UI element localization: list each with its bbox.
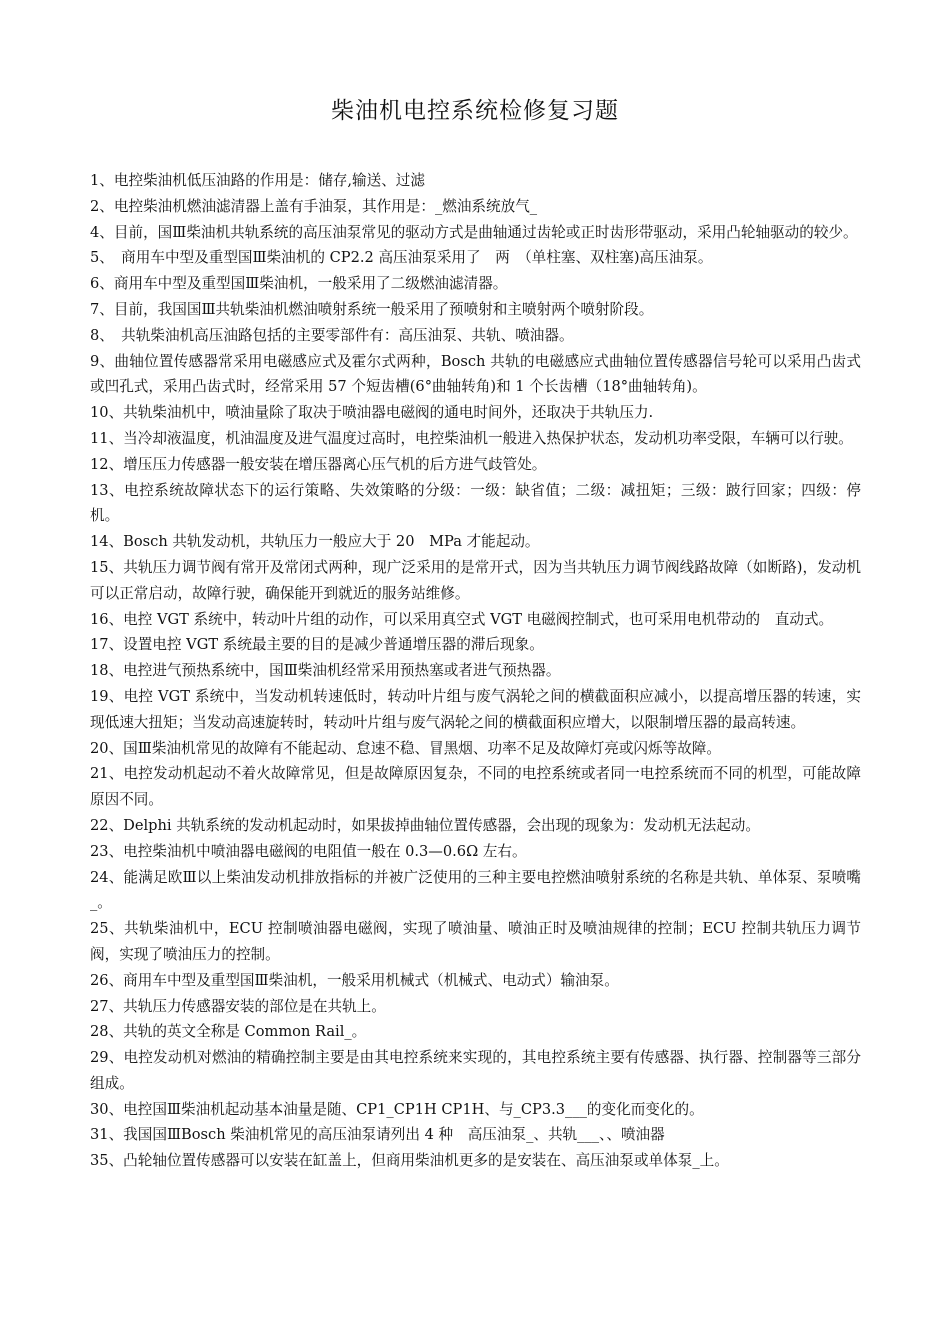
list-item: 6、商用车中型及重型国Ⅲ柴油机，一般采用了二级燃油滤清器。 (90, 275, 508, 293)
list-item: 12、增压压力传感器一般安装在增压器离心压气机的后方进气歧管处。 (90, 455, 547, 473)
list-item: 8、 共轨柴油机高压油路包括的主要零部件有：高压油泵、共轨、喷油器。 (90, 326, 574, 344)
list-item: 14、Bosch 共轨发动机，共轨压力一般应大于 20 MPa 才能起动。 (90, 533, 540, 551)
list-item: 10、共轨柴油机中，喷油量除了取决于喷油器电磁阀的通电时间外，还取决于共轨压力. (90, 404, 654, 422)
list-item: 29、电控发动机对燃油的精确控制主要是由其电控系统来实现的，其电控系统主要有传感器、执行器、控制器等三部分组成。 (90, 1049, 861, 1092)
list-item: 16、电控 VGT 系统中，转动叶片组的动作，可以采用真空式 VGT 电磁阀控制式，也可采用电机带动的 直动式。 (90, 610, 834, 628)
page-title: 柴油机电控系统检修复习题 (331, 98, 619, 124)
list-item: 15、共轨压力调节阀有常开及常闭式两种，现广泛采用的是常开式，因为当共轨压力调节阀线路故障（如断路)，发动机可以正常启动，故障行驶，确保能开到就近的服务站维修。 (90, 558, 861, 602)
list-item: 19、电控 VGT 系统中，当发动机转速低时，转动叶片组与废气涡轮之间的横截面积应减小，以提高增压器的转速，实现低速大扭矩；当发动高速旋转时，转动叶片组与废气涡轮之间的横截面积应增大，以限制增压器的最高转速。 (90, 687, 861, 731)
list-item: 23、电控柴油机中喷油器电磁阀的电阻值一般在 0.3—0.6Ω 左右。 (90, 842, 527, 860)
list-item: 13、电控系统故障状态下的运行策略、失效策略的分级：一级：缺省值；二级：减扭矩；三级：跛行回家；四级：停机。 (90, 481, 861, 525)
list-item: 20、国Ⅲ柴油机常见的故障有不能起动、怠速不稳、冒黑烟、功率不足及故障灯亮或闪烁等故障。 (90, 739, 721, 757)
list-item: 27、共轨压力传感器安装的部位是在共轨上。 (90, 997, 386, 1015)
list-item: 24、能满足欧Ⅲ以上柴油发动机排放指标的并被广泛使用的三种主要电控燃油喷射系统的名称是共轨、单体泵、泵喷嘴_。 (90, 868, 861, 912)
list-item: 21、电控发动机起动不着火故障常见，但是故障原因复杂，不同的电控系统或者同一电控系统而不同的机型，可能故障原因不同。 (90, 765, 861, 809)
list-item: 26、商用车中型及重型国Ⅲ柴油机，一般采用机械式（机械式、电动式）输油泵。 (90, 971, 619, 989)
list-item: 18、电控进气预热系统中，国Ⅲ柴油机经常采用预热塞或者进气预热器。 (90, 662, 561, 680)
list-item: 25、共轨柴油机中，ECU 控制喷油器电磁阀，实现了喷油量、喷油正时及喷油规律的控制；ECU 控制共轨压力调节阀，实现了喷油压力的控制。 (90, 920, 861, 963)
list-item: 5、 商用车中型及重型国Ⅲ柴油机的 CP2.2 高压油泵采用了 两 （单柱塞、双柱塞)高压油泵。 (90, 249, 713, 267)
question-list (90, 168, 861, 1174)
list-item: 11、当冷却液温度，机油温度及进气温度过高时，电控柴油机一般进入热保护状态，发动机功率受限，车辆可以行驶。 (90, 429, 853, 447)
list-item: 4、目前，国Ⅲ柴油机共轨系统的高压油泵常见的驱动方式是曲轴通过齿轮或正时齿形带驱动，采用凸轮轴驱动的较少。 (90, 223, 858, 241)
list-item: 17、设置电控 VGT 系统最主要的目的是减少普通增压器的滞后现象。 (90, 636, 544, 654)
list-item: 35、凸轮轴位置传感器可以安装在缸盖上，但商用柴油机更多的是安装在、高压油泵或单体泵_上。 (90, 1152, 729, 1170)
list-item: 2、电控柴油机燃油滤清器上盖有手油泵，其作用是：_燃油系统放气_ (90, 197, 538, 215)
list-item: 22、Delphi 共轨系统的发动机起动时，如果拔掉曲轴位置传感器，会出现的现象为：发动机无法起动。 (90, 816, 760, 834)
list-item: 30、电控国Ⅲ柴油机起动基本油量是随、CP1_CP1H CP1H、与_CP3.3___的变化而变化的。 (90, 1100, 704, 1118)
list-item: 7、目前，我国国Ⅲ共轨柴油机燃油喷射系统一般采用了预喷射和主喷射两个喷射阶段。 (90, 300, 654, 318)
list-item: 28、共轨的英文全称是 Common Rail_。 (90, 1023, 367, 1041)
list-item: 9、曲轴位置传感器常采用电磁感应式及霍尔式两种，Bosch 共轨的电磁感应式曲轴位置传感器信号轮可以采用凸齿式或凹孔式，采用凸齿式时，经常采用 57 个短齿槽(6°曲轴转角)和 1 个长齿槽（18°曲轴转角)。 (90, 352, 861, 396)
list-item: 31、我国国ⅢBosch 柴油机常见的高压油泵请列出 4 种 高压油泵_、共轨___、、喷油器 (90, 1126, 665, 1144)
list-item: 1、电控柴油机低压油路的作用是：储存,输送、过滤 (90, 172, 425, 189)
